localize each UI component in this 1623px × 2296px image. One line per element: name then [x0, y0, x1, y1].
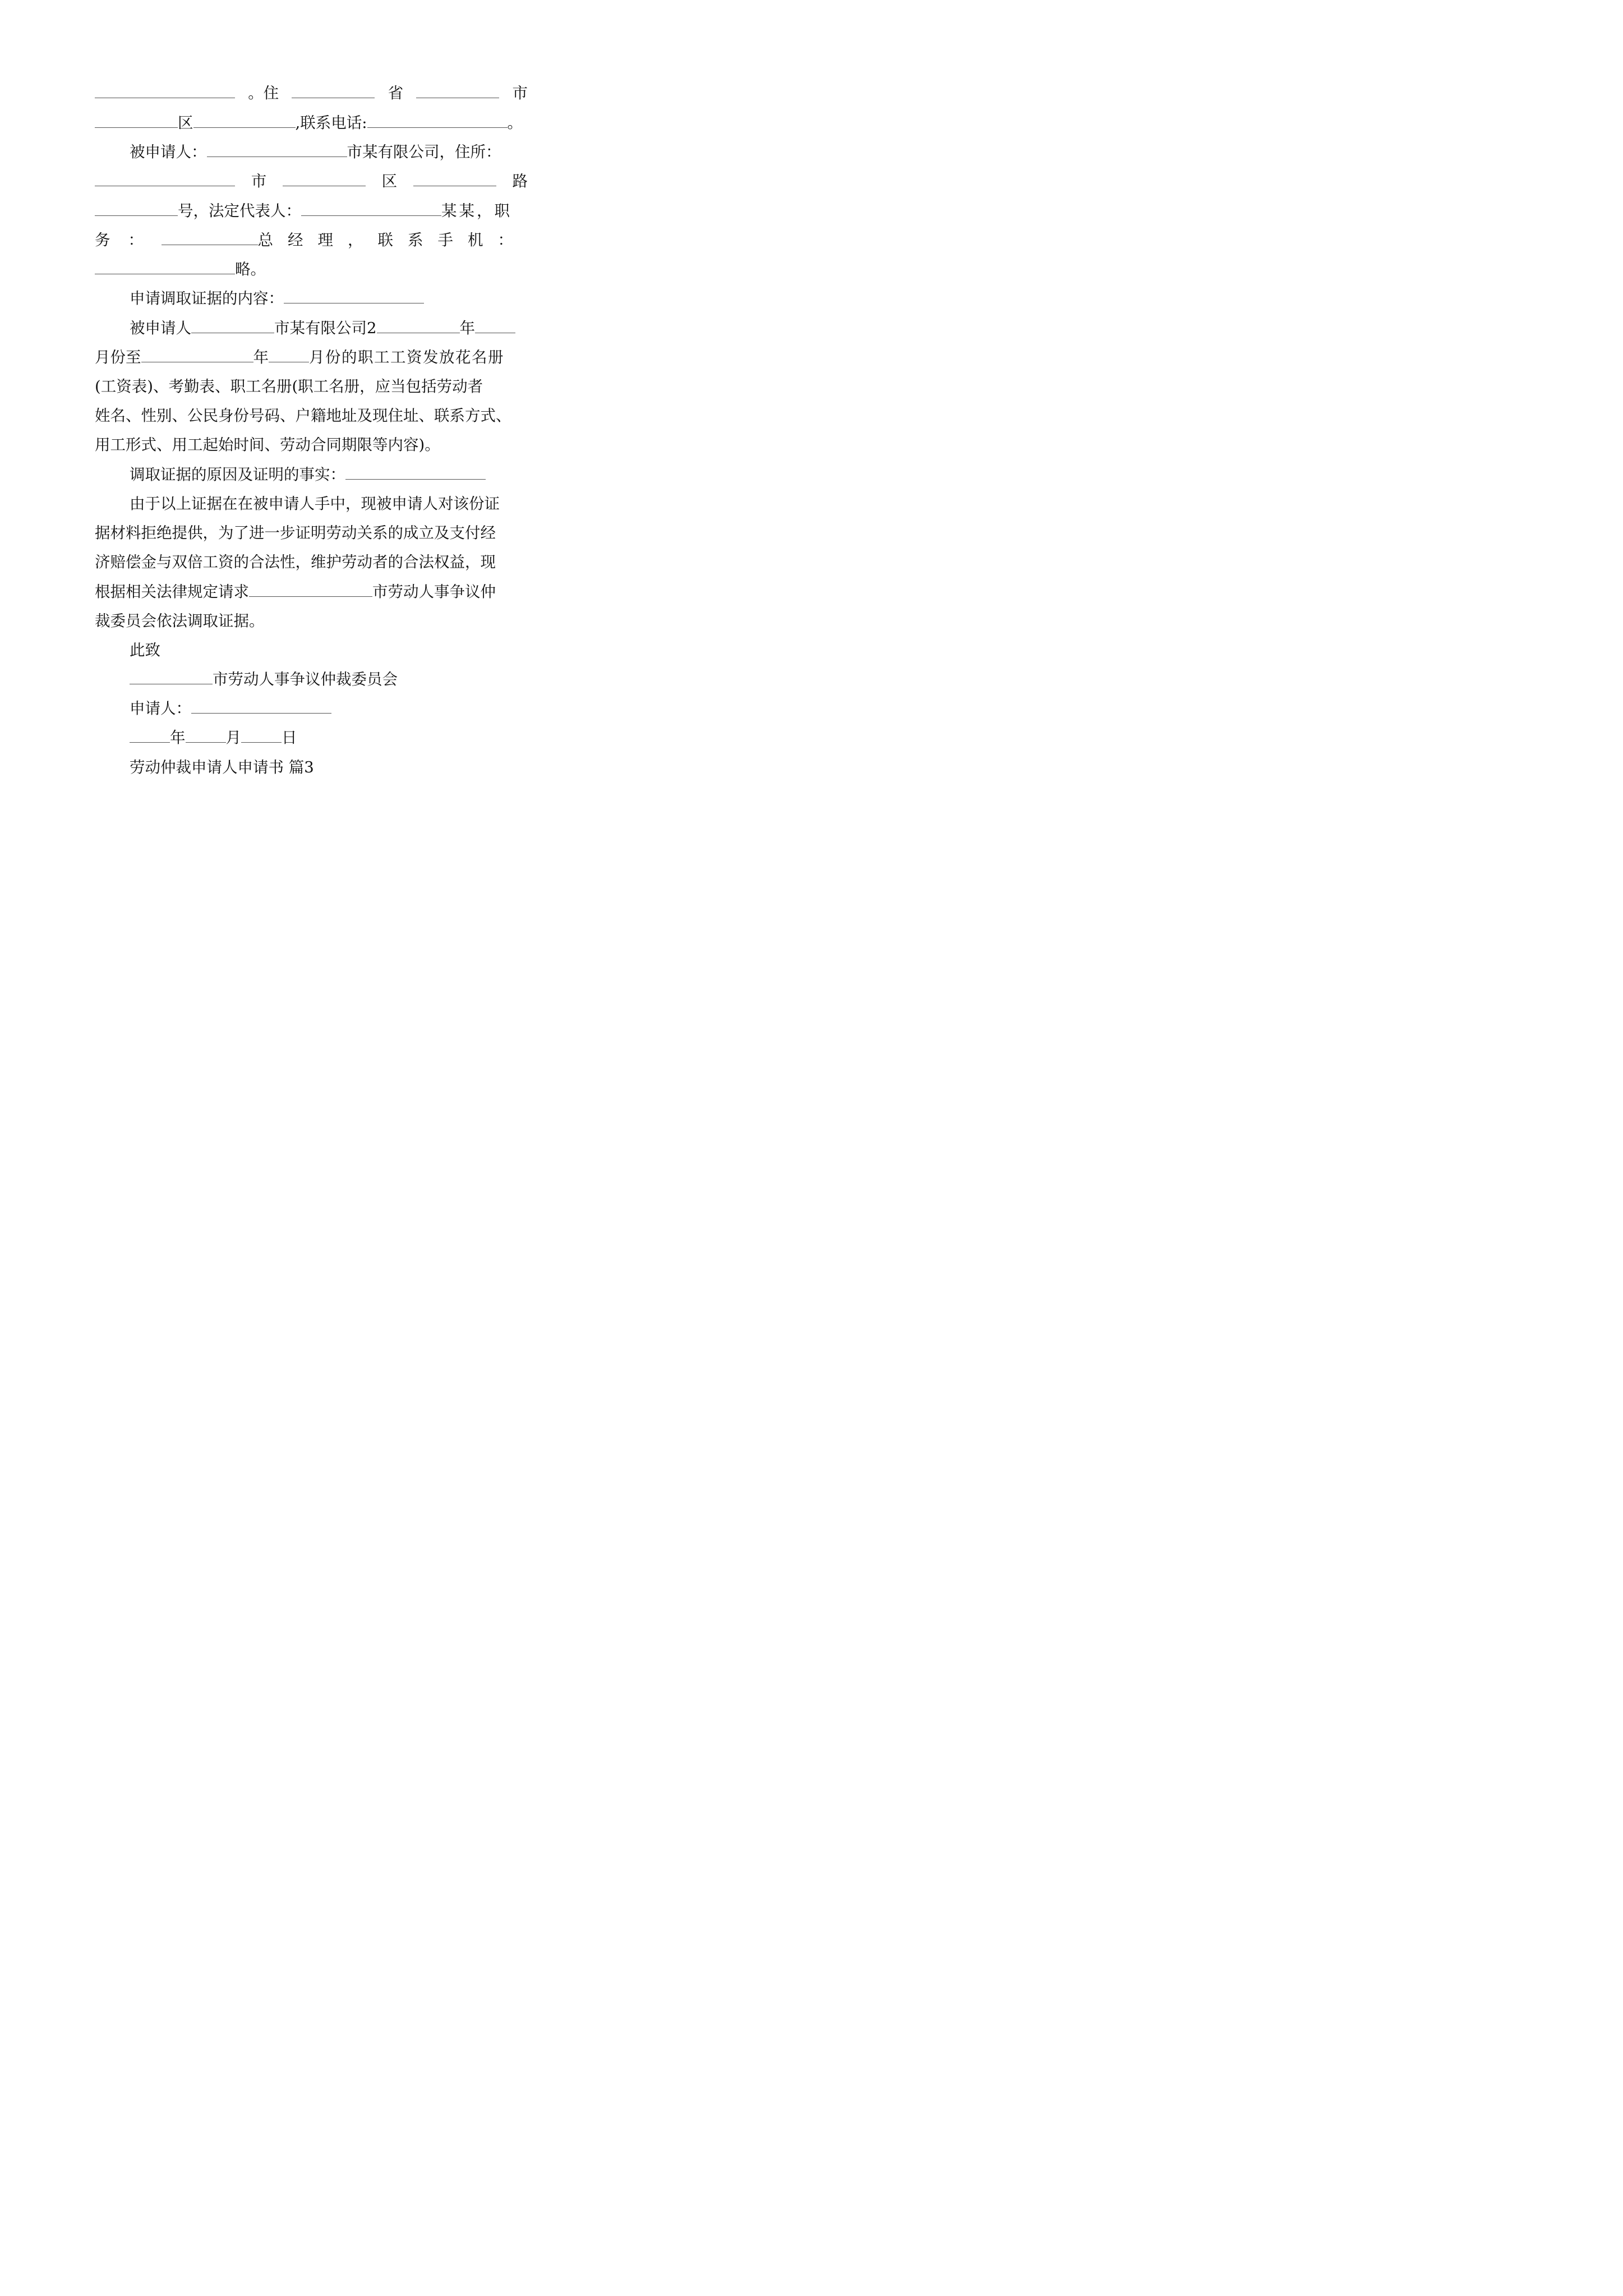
blank-field[interactable] [269, 348, 309, 362]
blank-field[interactable] [186, 729, 226, 743]
evidence-respondent: 被申请人 [130, 319, 191, 337]
district-label: 区 [178, 114, 193, 132]
year-label: 年 [253, 348, 269, 366]
blank-field[interactable] [95, 202, 178, 216]
number-legal-rep-label: 号，法定代表人： [178, 202, 301, 220]
applicant-label: 申请人： [130, 700, 191, 717]
blank-field[interactable] [284, 289, 424, 303]
salutation [130, 636, 528, 664]
year-label: 年 [170, 729, 186, 747]
reason-text: 济赔偿金与双倍工资的合法性，维护劳动者的合法权益，现 [95, 553, 496, 571]
evidence-text: 用工形式、用工起始时间、劳动合同期限等内容)。 [95, 436, 440, 454]
live-at-label: 。住 [248, 84, 279, 102]
reason-text: 据材料拒绝提供，为了进一步证明劳动关系的成立及支付经 [95, 524, 496, 542]
blank-field[interactable] [301, 202, 441, 216]
respondent-city-label: 市 [251, 172, 267, 190]
end-period: 。 [507, 114, 523, 132]
blank-field[interactable] [95, 260, 235, 274]
blank-field[interactable] [283, 172, 366, 186]
blank-field[interactable] [413, 172, 496, 186]
evidence-text: (工资表)、考勤表、职工名册(职工名册，应当包括劳动者 [95, 378, 483, 395]
position-value: 总经理，联系手机： [257, 231, 528, 249]
blank-field[interactable] [249, 583, 372, 597]
province-label: 省 [388, 84, 404, 102]
evidence-company: 市某有限公司2 [274, 319, 377, 337]
evidence-line-2 [95, 343, 528, 371]
blank-field[interactable] [193, 114, 296, 128]
evidence-line-5 [95, 431, 528, 459]
blank-field[interactable] [367, 114, 508, 128]
section-title-text: 劳动仲裁申请人申请书 篇3 [130, 758, 314, 776]
committee-name: 市劳动人事争议仲裁委员会 [213, 670, 398, 688]
reason-heading [130, 461, 528, 489]
next-section-title [130, 753, 528, 781]
blank-field[interactable] [475, 319, 515, 333]
day-label: 日 [282, 729, 297, 747]
blank-field[interactable] [130, 729, 170, 743]
blank-field[interactable] [241, 729, 282, 743]
reason-text: 裁委员会依法调取证据。 [95, 612, 265, 630]
phone-label: ,联系电话: [295, 114, 367, 132]
legal-rep-name: 某某，职 [441, 202, 512, 220]
blank-field[interactable] [191, 319, 274, 333]
reason-text: 根据相关法律规定请求 [95, 583, 249, 601]
document-page [0, 0, 620, 877]
city-label: 市 [512, 84, 528, 102]
blank-field[interactable] [207, 143, 347, 157]
evidence-content-label: 申请调取证据的内容： [130, 289, 284, 307]
committee-line [130, 665, 528, 693]
month-label: 月 [225, 729, 241, 747]
blank-field[interactable] [345, 466, 486, 480]
respondent-line-3 [95, 197, 528, 225]
respondent-line-1 [130, 138, 528, 166]
reason-line-1 [130, 490, 528, 518]
evidence-line-3 [95, 372, 528, 401]
blank-field[interactable] [95, 114, 178, 128]
respondent-company: 市某有限公司，住所： [347, 143, 501, 161]
payroll-register-text: 月份的职工工资发放花名册 [309, 348, 504, 366]
applicant-address-line-2 [95, 109, 543, 137]
evidence-text: 姓名、性别、公民身份号码、户籍地址及现住址、联系方式、 [95, 407, 511, 425]
applicant-signature-line [130, 694, 528, 723]
reason-text: 市劳动人事争议仲 [372, 583, 496, 601]
reason-line-4 [95, 578, 528, 606]
blank-field[interactable] [141, 348, 253, 362]
blank-field[interactable] [162, 231, 258, 245]
evidence-line-4 [95, 402, 528, 430]
blank-field[interactable] [95, 172, 235, 186]
respondent-line-5 [95, 255, 528, 283]
blank-field[interactable] [416, 84, 499, 98]
date-line [130, 724, 528, 752]
respondent-line-2 [95, 167, 528, 195]
year-label: 年 [459, 319, 475, 337]
blank-field[interactable] [95, 84, 235, 98]
reason-label: 调取证据的原因及证明的事实： [130, 466, 345, 484]
respondent-road-label: 路 [512, 172, 528, 190]
blank-field[interactable] [130, 670, 213, 684]
evidence-line-1 [130, 314, 528, 342]
salutation-text: 此致 [130, 641, 160, 659]
respondent-line-4 [95, 226, 528, 254]
blank-field[interactable] [292, 84, 375, 98]
position-label: 务： [95, 231, 162, 249]
reason-line-3 [95, 548, 528, 576]
respondent-label: 被申请人： [130, 143, 207, 161]
phone-value: 略。 [235, 260, 266, 278]
respondent-district-label: 区 [381, 172, 398, 190]
blank-field[interactable] [191, 700, 331, 714]
reason-line-2 [95, 519, 528, 547]
blank-field[interactable] [377, 319, 460, 333]
month-from-label: 月份至 [95, 348, 141, 366]
evidence-content-heading [130, 284, 528, 312]
reason-line-5 [95, 607, 528, 635]
reason-text: 由于以上证据在在被申请人手中，现被申请人对该份证 [130, 495, 500, 513]
applicant-address-line-1 [95, 79, 528, 107]
